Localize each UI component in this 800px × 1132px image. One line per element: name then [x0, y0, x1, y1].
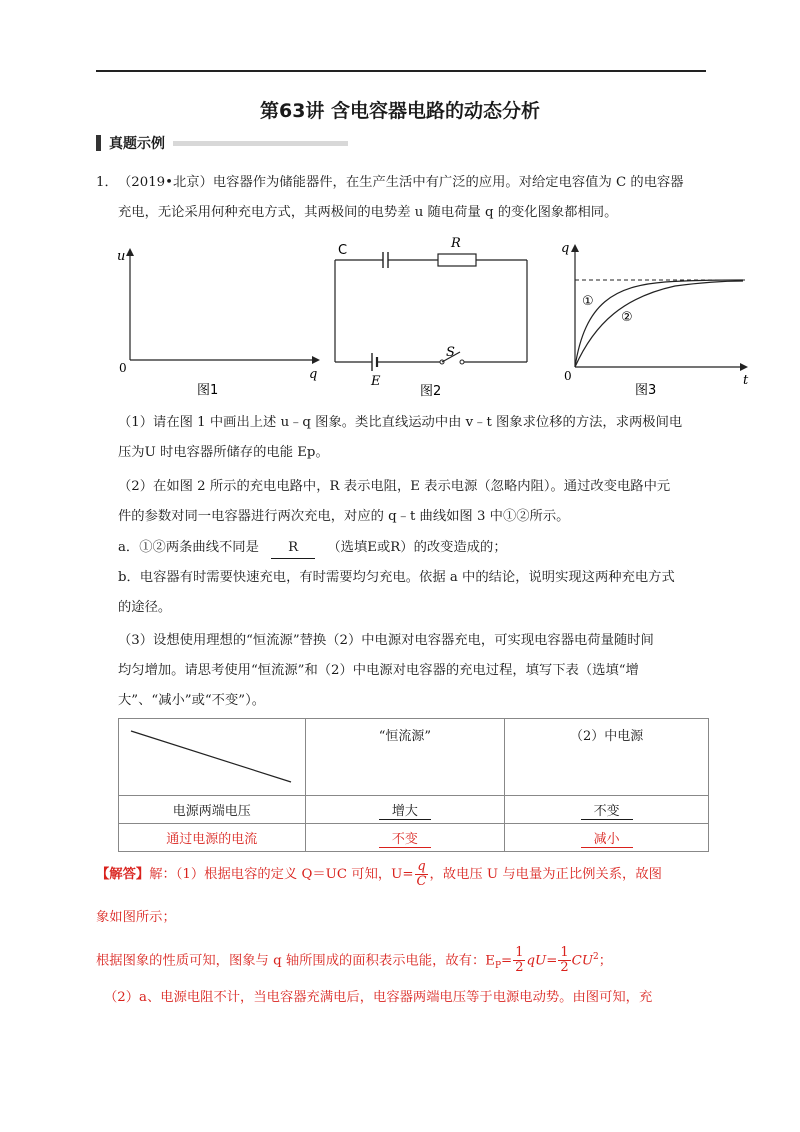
fig1-origin: 0	[119, 361, 127, 375]
table-row2-value1-cell	[305, 824, 505, 852]
page-title: 第63讲 含电容器电路的动态分析	[259, 100, 541, 122]
table-row2-label: 通过电源的电流	[119, 824, 306, 852]
part2-item-b-line2: 的途径。	[118, 600, 172, 615]
fig2-capacitor-label: C	[338, 243, 348, 258]
fig2-source-label: E	[371, 374, 381, 389]
table-row1-value2: 不变	[581, 800, 633, 820]
fig3-caption: 图3	[635, 383, 657, 398]
section-marker	[96, 135, 101, 151]
answer-line2: 象如图所示；	[96, 910, 176, 925]
part2-item-a-prefix: a．①②两条曲线不同是	[118, 540, 259, 555]
figure-1	[112, 242, 327, 400]
fig3-curve1-label: ①	[582, 294, 594, 309]
part2-item-a-suffix: （选填E或R）的改变造成的；	[327, 540, 507, 555]
part2-item-b-line1: b．电容器有时需要快速充电，有时需要均匀充电。依据 a 中的结论，说明实现这两种充电方式	[118, 570, 675, 585]
answer-line4: （2）a、电源电阻不计，当电容器充满电后，电容器两端电压等于电源电动势。由图可知，充	[104, 990, 653, 1005]
frac-numerator: q	[417, 859, 426, 874]
table-row2-value1: 不变	[379, 828, 431, 848]
top-rule	[96, 70, 706, 72]
part2-line2: 件的参数对同一电容器进行两次充电，对应的 q﹣t 曲线如图 3 中①②所示。	[118, 509, 570, 524]
table-row1-label: 电源两端电压	[119, 796, 306, 824]
table-row1-value1-cell	[305, 796, 505, 824]
frac-denominator: C	[416, 874, 427, 889]
fig3-origin: 0	[564, 369, 572, 383]
answer-line1-prefix: 解：（1）根据电容的定义 Q＝UC 可知，U=	[149, 867, 414, 882]
half-1-den: 2	[515, 960, 524, 976]
table-row2-value2-cell	[505, 824, 709, 852]
table-row1-value1: 增大	[379, 800, 431, 820]
part2-item-a-answer: R	[271, 538, 315, 559]
table-header-normal-source: （2）中电源	[505, 719, 709, 796]
question-intro-line2: 充电，无论采用何种充电方式，其两极间的电势差 u 随电荷量 q 的变化图象都相同。	[118, 205, 618, 220]
fig3-curve2-label: ②	[621, 310, 633, 325]
half-fraction-2	[558, 946, 570, 975]
fig3-x-label: t	[743, 373, 749, 388]
answer-line3-prefix: 根据图象的性质可知，图象与 q 轴所围成的面积表示电能，故有：E	[96, 953, 495, 969]
table-corner-cell	[119, 719, 306, 796]
figure-3	[555, 232, 755, 400]
question-intro-line1: （2019•北京）电容器作为储能器件，在生产生活中有广泛的应用。对给定电容值为 C 的电容器	[118, 175, 684, 190]
section-underline	[173, 141, 348, 146]
answer-table	[118, 718, 709, 852]
equals-sign-2: =	[546, 953, 558, 969]
part3-line1: （3）设想使用理想的“恒流源”替换（2）中电源对电容器充电，可实现电容器电荷量随时间	[118, 633, 654, 648]
part2-line1: （2）在如图 2 所示的充电电路中，R 表示电阻，E 表示电源（忽略内阻）。通过改变电路中元	[118, 479, 671, 494]
figure-2	[330, 232, 535, 400]
answer-line3	[96, 942, 612, 981]
fig2-caption: 图2	[420, 384, 442, 399]
answer-line1	[96, 860, 662, 890]
qU-term: qU	[526, 953, 547, 969]
square-superscript: 2	[593, 952, 599, 962]
fig1-x-label: q	[309, 367, 318, 382]
fig1-y-label: u	[117, 249, 126, 264]
table-header-constant-source: “恒流源”	[305, 719, 505, 796]
part3-line2: 均匀增加。请思考使用“恒流源”和（2）中电源对电容器的充电过程，填写下表（选填“增	[118, 663, 639, 678]
answer-line1-suffix: ，故电压 U 与电量为正比例关系，故图	[429, 867, 662, 882]
section-header	[96, 133, 348, 153]
half-1-num: 1	[515, 945, 524, 961]
answer-tag: 【解答】	[96, 867, 150, 882]
fig1-caption: 图1	[197, 383, 219, 398]
table-row1-value2-cell	[505, 796, 709, 824]
part3-line3: 大”、“减小”或“不变”）。	[118, 693, 266, 708]
table-diagonal	[119, 719, 306, 796]
part1-line1: （1）请在图 1 中画出上述 u﹣q 图象。类比直线运动中由 v﹣t 图象求位移的方法，求两极间电	[118, 415, 683, 430]
part2-item-a	[118, 538, 507, 559]
fig3-y-label: q	[561, 241, 570, 256]
answer-fraction-q-over-c	[415, 860, 429, 889]
energy-subscript: P	[494, 961, 502, 972]
half-fraction-1	[513, 946, 525, 975]
half-2-num: 1	[560, 945, 569, 961]
fig2-resistor-label: R	[451, 236, 461, 251]
question-number: 1．	[96, 175, 118, 190]
table-row2-value2: 减小	[581, 828, 633, 848]
half-2-den: 2	[560, 960, 569, 976]
CU-term: CU	[571, 953, 594, 969]
part1-line2: 压为U 时电容器所储存的电能 Ep。	[118, 445, 329, 460]
fig2-switch-label: S	[446, 345, 455, 360]
equals-sign-1: =	[501, 953, 513, 969]
answer-line3-end: ；	[598, 953, 613, 969]
section-label: 真题示例	[109, 136, 165, 152]
